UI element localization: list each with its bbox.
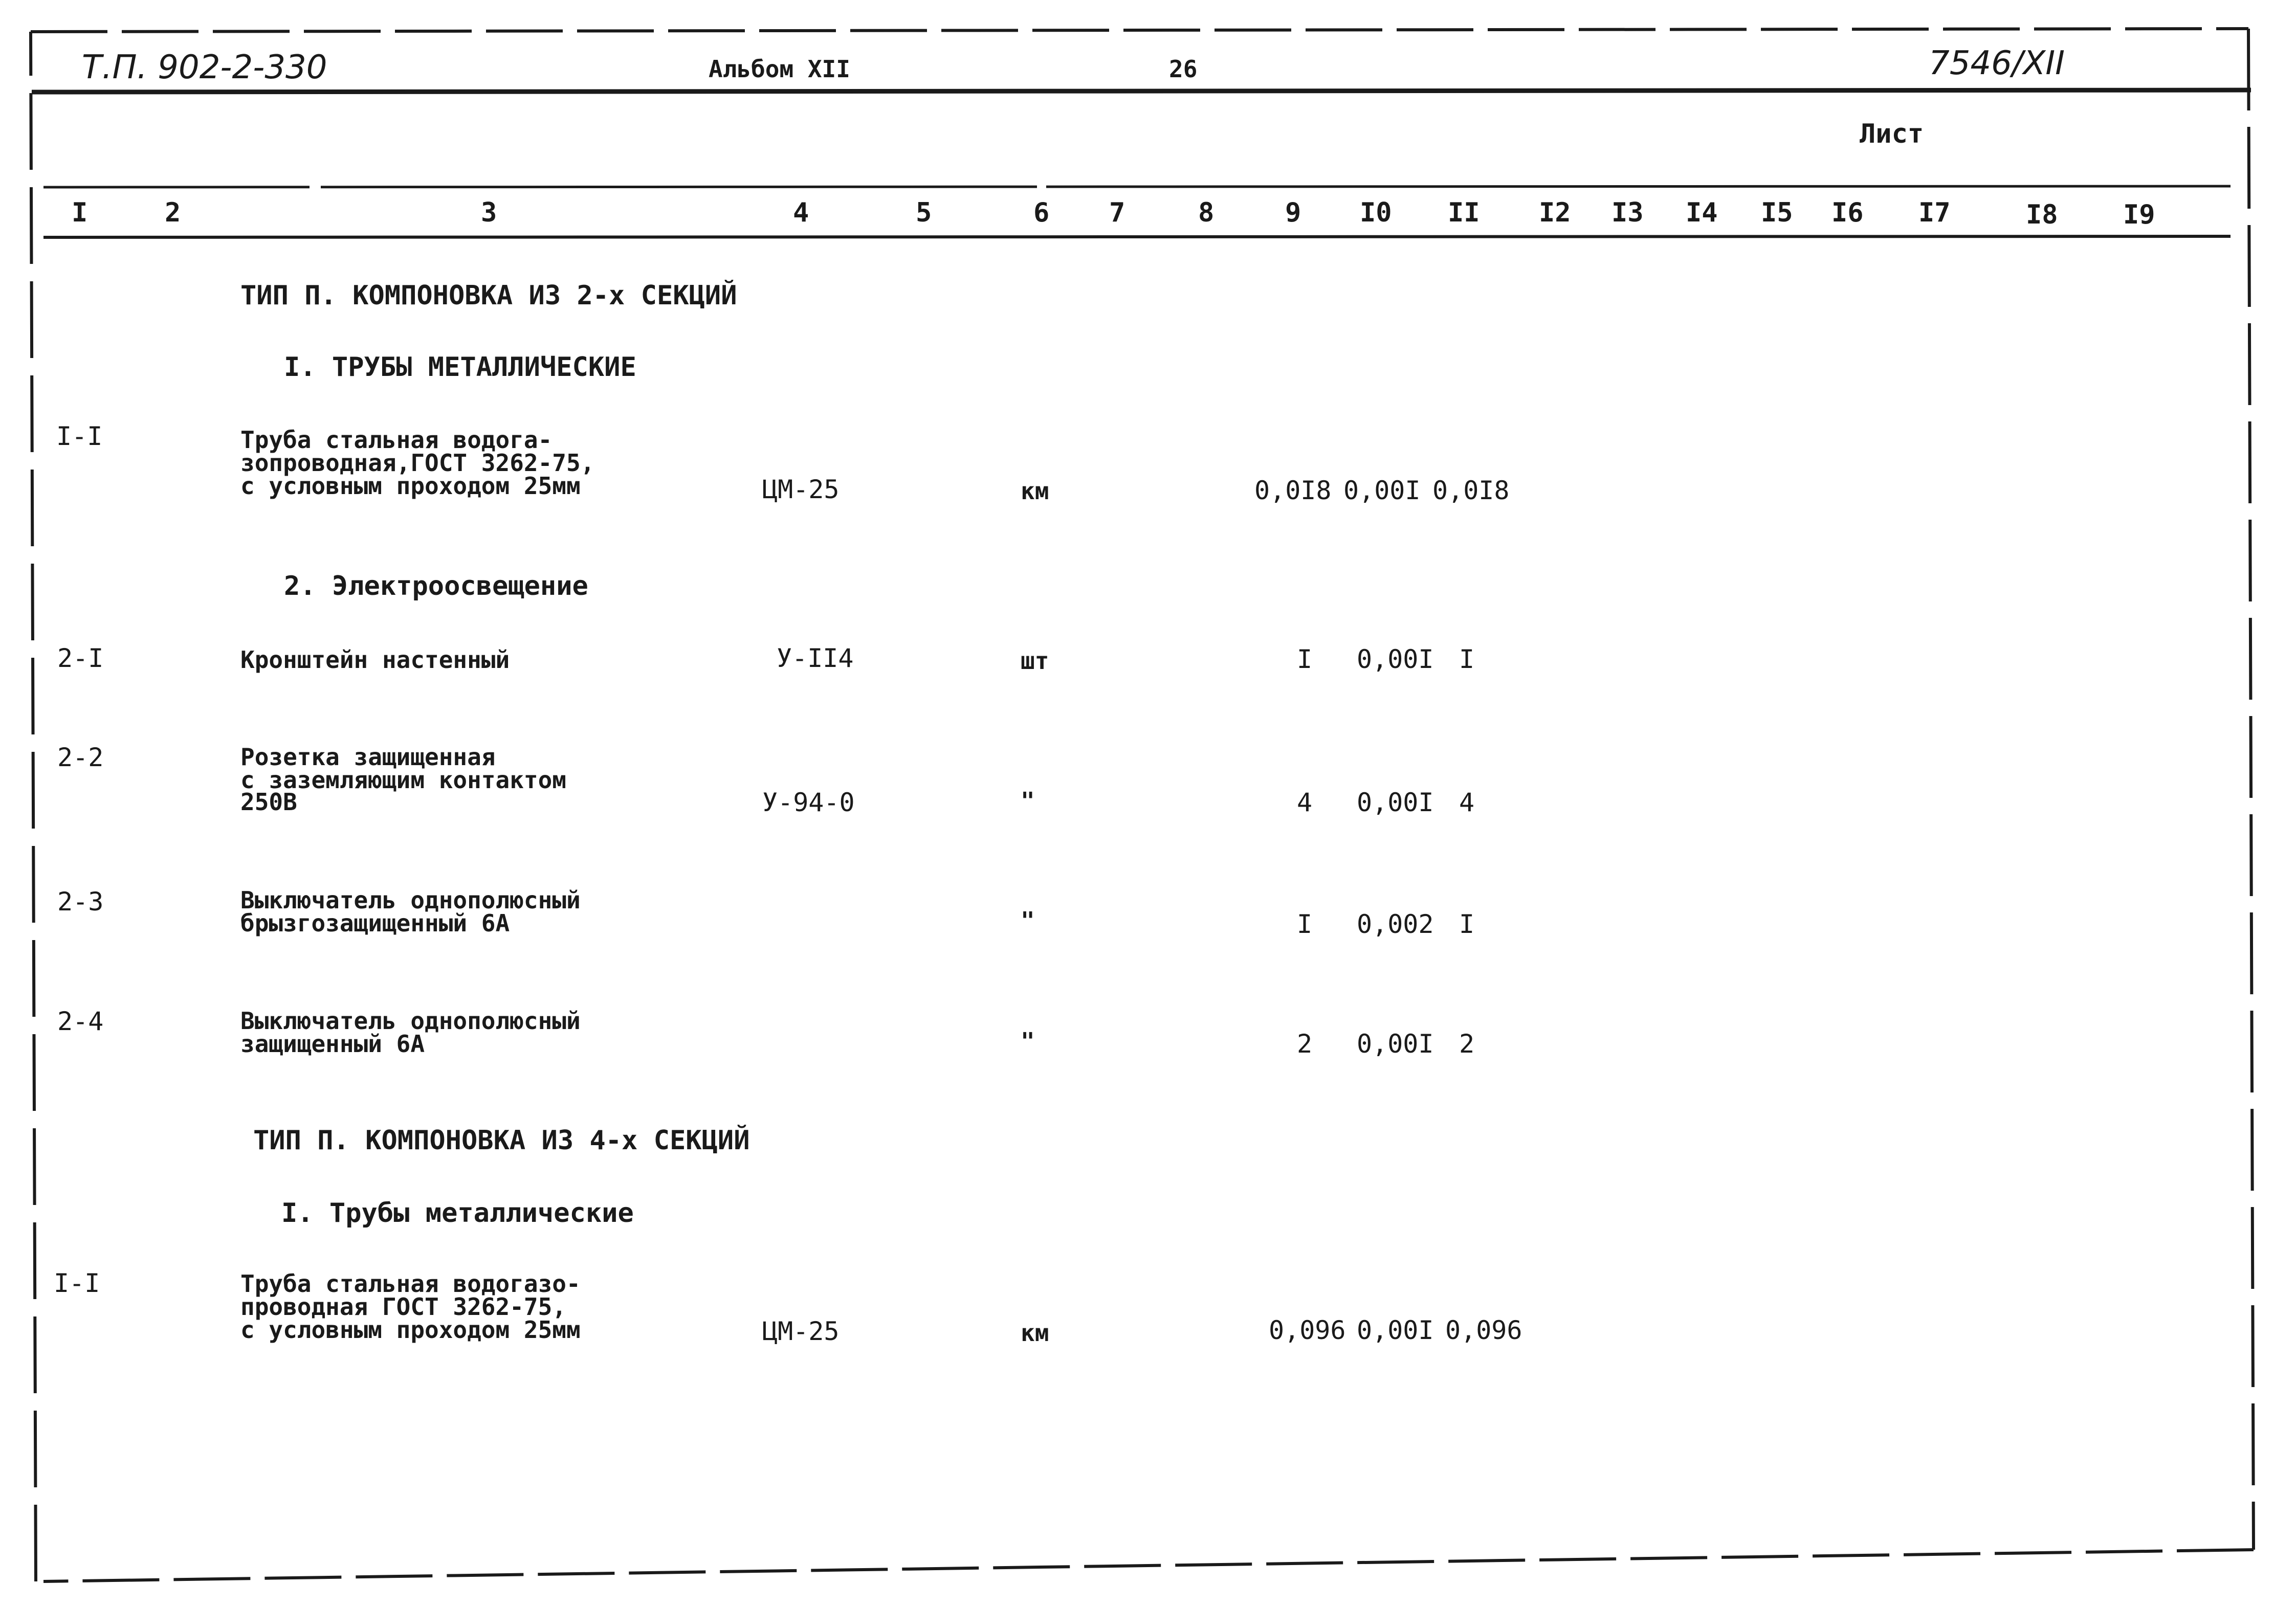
column-number: I9 xyxy=(2123,199,2155,230)
item-mark: У-II4 xyxy=(777,643,854,673)
position-number: I-I xyxy=(54,1268,100,1298)
col10-value: 0,00I xyxy=(1357,644,1434,674)
col10-value: 0,00I xyxy=(1357,1029,1434,1059)
item-description-line: Труба стальная водога- xyxy=(240,426,553,454)
item-mark: ЦМ-25 xyxy=(762,475,840,504)
item-description-line: Кронштейн настенный xyxy=(240,646,510,674)
col10-value: 0,00I xyxy=(1357,1315,1434,1345)
item-description-line: защищенный 6А xyxy=(240,1030,425,1058)
item-unit: км xyxy=(1021,1319,1049,1347)
column-number: I2 xyxy=(1539,197,1571,228)
album-label: Альбом XII xyxy=(709,55,850,83)
item-description-line: проводная ГОСТ 3262-75, xyxy=(240,1293,566,1321)
inventory-number: 7546/XII xyxy=(1929,44,2065,82)
group-title: I. ТРУБЫ МЕТАЛЛИЧЕСКИЕ xyxy=(284,352,636,383)
item-mark: ЦМ-25 xyxy=(762,1316,840,1346)
column-number: I0 xyxy=(1360,197,1392,228)
col11-value: 0,096 xyxy=(1445,1315,1522,1345)
item-description-line: Розетка защищенная xyxy=(240,743,496,771)
col9-value: 0,096 xyxy=(1269,1315,1346,1345)
position-number: I-I xyxy=(56,421,103,451)
section-title: ТИП П. КОМПОНОВКА ИЗ 2-х СЕКЦИЙ xyxy=(240,280,737,311)
column-number: 7 xyxy=(1109,197,1125,228)
col9-value: 0,0I8 xyxy=(1254,476,1332,505)
col10-value: 0,00I xyxy=(1357,788,1434,817)
item-description-line: Выключатель однополюсный xyxy=(240,1007,581,1035)
doc-code: Т.П. 902-2-330 xyxy=(82,49,327,86)
group-title: I. Трубы металлические xyxy=(281,1198,634,1229)
col9-value: 2 xyxy=(1297,1029,1313,1059)
column-number: 6 xyxy=(1033,197,1050,228)
col11-value: I xyxy=(1459,909,1475,939)
position-number: 2-I xyxy=(57,643,104,673)
column-number: I3 xyxy=(1611,197,1644,228)
item-description-line: брызгозащищенный 6А xyxy=(240,909,510,937)
column-number: I4 xyxy=(1686,197,1718,228)
item-unit: " xyxy=(1021,1028,1035,1055)
col10-value: 0,00I xyxy=(1343,476,1421,505)
column-number: I8 xyxy=(2026,199,2058,230)
item-unit: шт xyxy=(1021,647,1049,675)
col11-value: I xyxy=(1459,644,1475,674)
item-description-line: Труба стальная водогазо- xyxy=(240,1270,581,1298)
item-description-line: с заземляющим контактом xyxy=(240,766,566,794)
item-description-line: зопроводная,ГОСТ 3262-75, xyxy=(240,449,595,477)
position-number: 2-3 xyxy=(57,887,104,917)
page-number: 26 xyxy=(1169,55,1198,83)
column-number: 2 xyxy=(165,197,181,228)
col9-value: I xyxy=(1297,644,1313,674)
col11-value: 0,0I8 xyxy=(1432,476,1510,505)
column-number: I7 xyxy=(1918,197,1951,228)
column-number: 9 xyxy=(1285,197,1301,228)
item-mark: У-94-0 xyxy=(762,788,855,817)
column-number: 4 xyxy=(793,197,809,228)
col10-value: 0,002 xyxy=(1357,909,1434,939)
column-number: II xyxy=(1448,197,1480,228)
item-unit: км xyxy=(1021,477,1049,505)
position-number: 2-4 xyxy=(57,1007,104,1036)
item-description-line: с условным проходом 25мм xyxy=(240,472,581,500)
group-title: 2. Электроосвещение xyxy=(284,571,588,601)
col11-value: 2 xyxy=(1459,1029,1475,1059)
sheet-label: Лист xyxy=(1860,119,1924,149)
item-unit: " xyxy=(1021,907,1035,934)
col9-value: I xyxy=(1297,909,1313,939)
item-description-line: с условным проходом 25мм xyxy=(240,1316,581,1344)
col9-value: 4 xyxy=(1297,788,1313,817)
column-number: I6 xyxy=(1831,197,1864,228)
column-number: 8 xyxy=(1198,197,1215,228)
column-number: I5 xyxy=(1761,197,1793,228)
column-number: 5 xyxy=(916,197,932,228)
column-number: 3 xyxy=(481,197,497,228)
section-title: ТИП П. КОМПОНОВКА ИЗ 4-х СЕКЦИЙ xyxy=(253,1125,750,1156)
item-description-line: Выключатель однополюсный xyxy=(240,886,581,914)
item-description-line: 250В xyxy=(240,788,297,816)
position-number: 2-2 xyxy=(57,743,104,772)
item-unit: " xyxy=(1021,787,1035,815)
column-number: I xyxy=(72,197,88,228)
col11-value: 4 xyxy=(1459,788,1475,817)
